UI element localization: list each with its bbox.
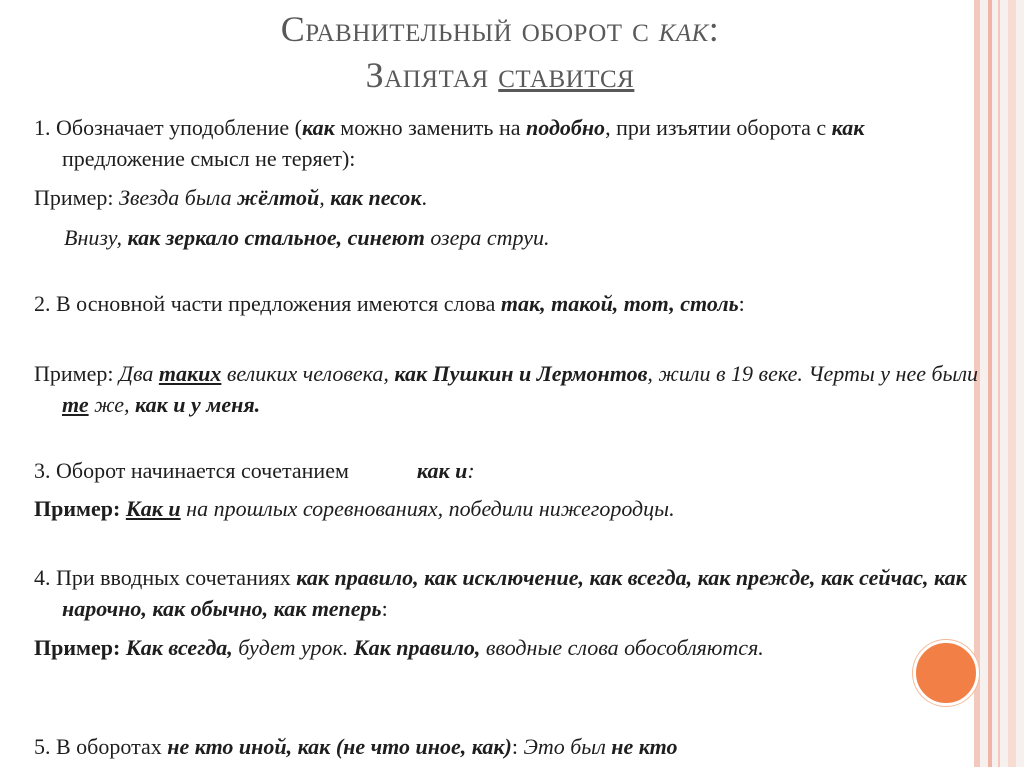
- example-text: Два: [118, 361, 159, 386]
- keyword: Как и: [125, 496, 181, 521]
- example-label: Пример:: [34, 635, 126, 660]
- rule-4: [34, 562, 982, 624]
- keyword: как песок: [330, 185, 422, 210]
- keyword: таких: [158, 361, 222, 386]
- keyword: подобно: [526, 115, 606, 140]
- text: 3. Оборот начинается сочетанием: [34, 458, 349, 483]
- keyword: как: [302, 115, 335, 140]
- example-text: же,: [88, 392, 136, 417]
- text: 4. При вводных сочетаниях: [34, 565, 297, 590]
- example-label: Пример:: [34, 496, 126, 521]
- keyword: как правило, как исключение, как всегда, как прежде, как сейчас, как нарочно, как обычно, как теперь: [62, 565, 967, 621]
- example-2: [34, 358, 982, 420]
- keyword: так, такой, тот, столь: [500, 291, 739, 316]
- text: 2. В основной части предложения имеются слова: [34, 291, 501, 316]
- example-1b: [64, 222, 944, 253]
- text: 5. В оборотах: [34, 734, 168, 759]
- keyword: как зеркало стальное, синеют: [127, 225, 425, 250]
- example-text: будет урок.: [232, 635, 354, 660]
- rule-2: [34, 288, 982, 319]
- rule-5: [34, 731, 954, 762]
- example-text: великих человека,: [221, 361, 395, 386]
- title-line-2: [120, 52, 880, 98]
- example-text: Это был: [523, 734, 612, 759]
- example-1a: [34, 182, 982, 213]
- text: .: [421, 185, 428, 210]
- title-underlined-word: ставится: [498, 55, 635, 95]
- title-text: Запятая: [365, 55, 499, 95]
- keyword: как: [831, 115, 865, 140]
- example-text: озера струи.: [424, 225, 550, 250]
- text: предложение смысл не теряет):: [62, 146, 356, 171]
- stripe: [988, 0, 992, 767]
- slide-title: [120, 6, 880, 98]
- title-text: Сравнительный оборот с: [280, 9, 659, 49]
- keyword: Как правило,: [353, 635, 481, 660]
- rule-3: [34, 455, 954, 486]
- example-3: [34, 493, 954, 524]
- keyword: как и: [416, 458, 468, 483]
- keyword: не кто иной, как (не что иное, как): [167, 734, 512, 759]
- text: :: [511, 734, 524, 759]
- text: 1. Обозначает уподобление (: [34, 115, 302, 140]
- text: можно заменить на: [334, 115, 526, 140]
- stripe: [1008, 0, 1016, 767]
- text: :: [381, 596, 388, 621]
- example-text: на прошлых соревнованиях, победили нижегородцы.: [180, 496, 675, 521]
- orange-circle-decoration: [913, 640, 979, 706]
- title-colon: :: [708, 9, 720, 49]
- text: :: [738, 291, 745, 316]
- keyword: Как всегда,: [125, 635, 233, 660]
- example-label: Пример:: [34, 185, 119, 210]
- keyword: те: [62, 392, 89, 417]
- example-text: ,: [319, 185, 331, 210]
- rule-1: [34, 112, 982, 174]
- text: , при изъятии оборота с: [605, 115, 832, 140]
- text: :: [467, 458, 475, 483]
- example-text: , жили в 19 веке. Черты у нее были: [647, 361, 979, 386]
- keyword: как и у меня.: [135, 392, 261, 417]
- title-line-1: [120, 6, 880, 52]
- example-4: [34, 632, 922, 663]
- example-text: Внизу,: [64, 225, 128, 250]
- keyword: как Пушкин и Лермонтов: [394, 361, 648, 386]
- keyword: не кто: [611, 734, 678, 759]
- example-text: Звезда была: [118, 185, 238, 210]
- example-text: вводные слова обособляются.: [480, 635, 764, 660]
- title-italic-word: как: [658, 9, 709, 49]
- example-label: Пример:: [34, 361, 119, 386]
- keyword: жёлтой: [237, 185, 320, 210]
- stripe: [998, 0, 1000, 767]
